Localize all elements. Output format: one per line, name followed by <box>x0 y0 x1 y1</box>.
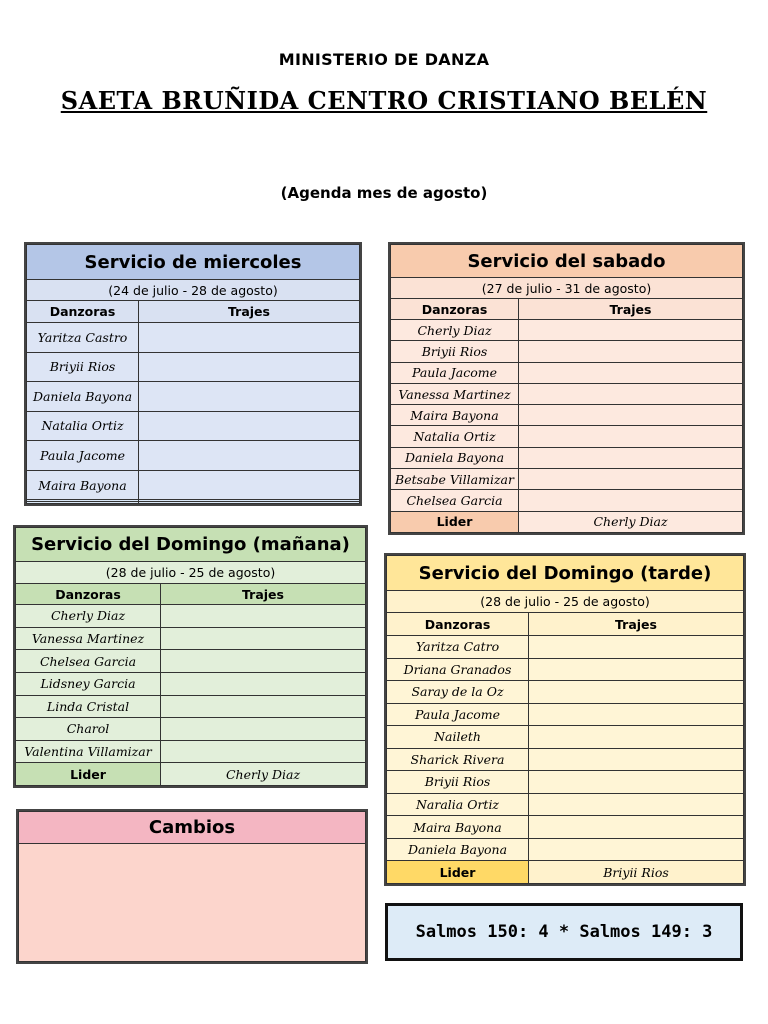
domingo-manana-danzora: Chelsea Garcia <box>16 650 161 673</box>
sabado-lider-name: Cherly Diaz <box>519 511 743 532</box>
miercoles-danzora: Yaritza Castro <box>27 323 139 353</box>
domingo-manana-traje-cell <box>161 718 366 741</box>
miercoles-danzora: Maira Bayona <box>27 470 139 500</box>
miercoles-danzora: Paula Jacome <box>27 441 139 471</box>
domingo-manana-col-trajes: Trajes <box>161 584 366 605</box>
domingo-manana-range: (28 de julio - 25 de agosto) <box>16 562 366 584</box>
sabado-danzora: Daniela Bayona <box>391 447 519 468</box>
domingo-tarde-traje-cell <box>529 838 744 861</box>
domingo-tarde-traje-cell <box>529 793 744 816</box>
domingo-manana-danzora: Linda Cristal <box>16 695 161 718</box>
miercoles-traje-cell <box>139 323 360 353</box>
miercoles-danzora: Daniela Bayona <box>27 382 139 412</box>
domingo-tarde-danzora: Paula Jacome <box>387 703 529 726</box>
domingo-manana-traje-cell <box>161 605 366 628</box>
sabado-lider-label: Lider <box>391 511 519 532</box>
domingo-manana-traje-cell <box>161 650 366 673</box>
agenda-subtitle: (Agenda mes de agosto) <box>280 184 488 202</box>
domingo-tarde-traje-cell <box>529 681 744 704</box>
miercoles-traje-cell <box>139 470 360 500</box>
domingo-tarde-danzora: Naileth <box>387 726 529 749</box>
domingo-manana-traje-cell <box>161 695 366 718</box>
sabado-danzora: Vanessa Martinez <box>391 383 519 404</box>
domingo-tarde-schedule <box>384 553 746 886</box>
sabado-title: Servicio del sabado <box>391 245 743 278</box>
miercoles-traje-cell <box>139 441 360 471</box>
sabado-col-trajes: Trajes <box>519 299 743 320</box>
domingo-manana-danzora: Charol <box>16 718 161 741</box>
domingo-tarde-traje-cell <box>529 726 744 749</box>
sabado-traje-cell <box>519 320 743 341</box>
miercoles-schedule <box>24 242 362 506</box>
sabado-traje-cell <box>519 341 743 362</box>
domingo-manana-lider-name: Cherly Diaz <box>161 763 366 786</box>
domingo-manana-danzora: Vanessa Martinez <box>16 627 161 650</box>
cambios-box <box>16 809 368 964</box>
miercoles-danzora: Briyii Rios <box>27 352 139 382</box>
sabado-traje-cell <box>519 469 743 490</box>
miercoles-title: Servicio de miercoles <box>27 245 360 280</box>
domingo-tarde-danzora: Sharick Rivera <box>387 748 529 771</box>
miercoles-col-danzoras: Danzoras <box>27 301 139 323</box>
domingo-tarde-traje-cell <box>529 748 744 771</box>
domingo-tarde-lider-name: Briyii Rios <box>529 861 744 884</box>
domingo-tarde-range: (28 de julio - 25 de agosto) <box>387 591 744 613</box>
sabado-danzora: Briyii Rios <box>391 341 519 362</box>
domingo-manana-schedule <box>13 525 368 788</box>
sabado-range: (27 de julio - 31 de agosto) <box>391 278 743 299</box>
domingo-tarde-traje-cell <box>529 636 744 659</box>
miercoles-range: (24 de julio - 28 de agosto) <box>27 280 360 301</box>
miercoles-danzora <box>27 502 139 504</box>
domingo-tarde-danzora: Briyii Rios <box>387 771 529 794</box>
domingo-manana-traje-cell <box>161 672 366 695</box>
domingo-manana-traje-cell <box>161 740 366 763</box>
domingo-tarde-traje-cell <box>529 703 744 726</box>
miercoles-traje-cell <box>139 502 360 504</box>
domingo-manana-danzora: Lidsney Garcia <box>16 672 161 695</box>
domingo-tarde-traje-cell <box>529 816 744 839</box>
domingo-tarde-title: Servicio del Domingo (tarde) <box>387 556 744 591</box>
domingo-tarde-lider-label: Lider <box>387 861 529 884</box>
sabado-traje-cell <box>519 426 743 447</box>
sabado-traje-cell <box>519 383 743 404</box>
ministry-title: MINISTERIO DE DANZA <box>278 50 490 69</box>
bible-verse: Salmos 150: 4 * Salmos 149: 3 <box>385 903 743 961</box>
sabado-traje-cell <box>519 362 743 383</box>
domingo-tarde-traje-cell <box>529 658 744 681</box>
domingo-tarde-danzora: Daniela Bayona <box>387 838 529 861</box>
sabado-schedule <box>388 242 745 535</box>
domingo-tarde-col-danzoras: Danzoras <box>387 613 529 636</box>
domingo-manana-traje-cell <box>161 627 366 650</box>
domingo-tarde-danzora: Driana Granados <box>387 658 529 681</box>
domingo-manana-danzora: Cherly Diaz <box>16 605 161 628</box>
cambios-notes-area <box>19 844 366 962</box>
sabado-traje-cell <box>519 405 743 426</box>
domingo-tarde-danzora: Maira Bayona <box>387 816 529 839</box>
miercoles-traje-cell <box>139 411 360 441</box>
domingo-tarde-danzora: Naralia Ortiz <box>387 793 529 816</box>
miercoles-danzora: Natalia Ortiz <box>27 411 139 441</box>
sabado-danzora: Paula Jacome <box>391 362 519 383</box>
sabado-danzora: Natalia Ortiz <box>391 426 519 447</box>
domingo-manana-col-danzoras: Danzoras <box>16 584 161 605</box>
sabado-traje-cell <box>519 490 743 511</box>
miercoles-col-trajes: Trajes <box>139 301 360 323</box>
sabado-danzora: Betsabe Villamizar <box>391 469 519 490</box>
sabado-traje-cell <box>519 447 743 468</box>
cambios-title: Cambios <box>19 812 366 844</box>
domingo-tarde-col-trajes: Trajes <box>529 613 744 636</box>
domingo-manana-title: Servicio del Domingo (mañana) <box>16 528 366 562</box>
miercoles-traje-cell <box>139 352 360 382</box>
sabado-col-danzoras: Danzoras <box>391 299 519 320</box>
sabado-danzora: Cherly Diaz <box>391 320 519 341</box>
domingo-manana-lider-label: Lider <box>16 763 161 786</box>
domingo-manana-danzora: Valentina Villamizar <box>16 740 161 763</box>
miercoles-traje-cell <box>139 382 360 412</box>
sabado-danzora: Maira Bayona <box>391 405 519 426</box>
church-title: SAETA BRUÑIDA CENTRO CRISTIANO BELÉN <box>60 86 708 115</box>
sabado-danzora: Chelsea Garcia <box>391 490 519 511</box>
domingo-tarde-danzora: Yaritza Catro <box>387 636 529 659</box>
domingo-tarde-danzora: Saray de la Oz <box>387 681 529 704</box>
domingo-tarde-traje-cell <box>529 771 744 794</box>
